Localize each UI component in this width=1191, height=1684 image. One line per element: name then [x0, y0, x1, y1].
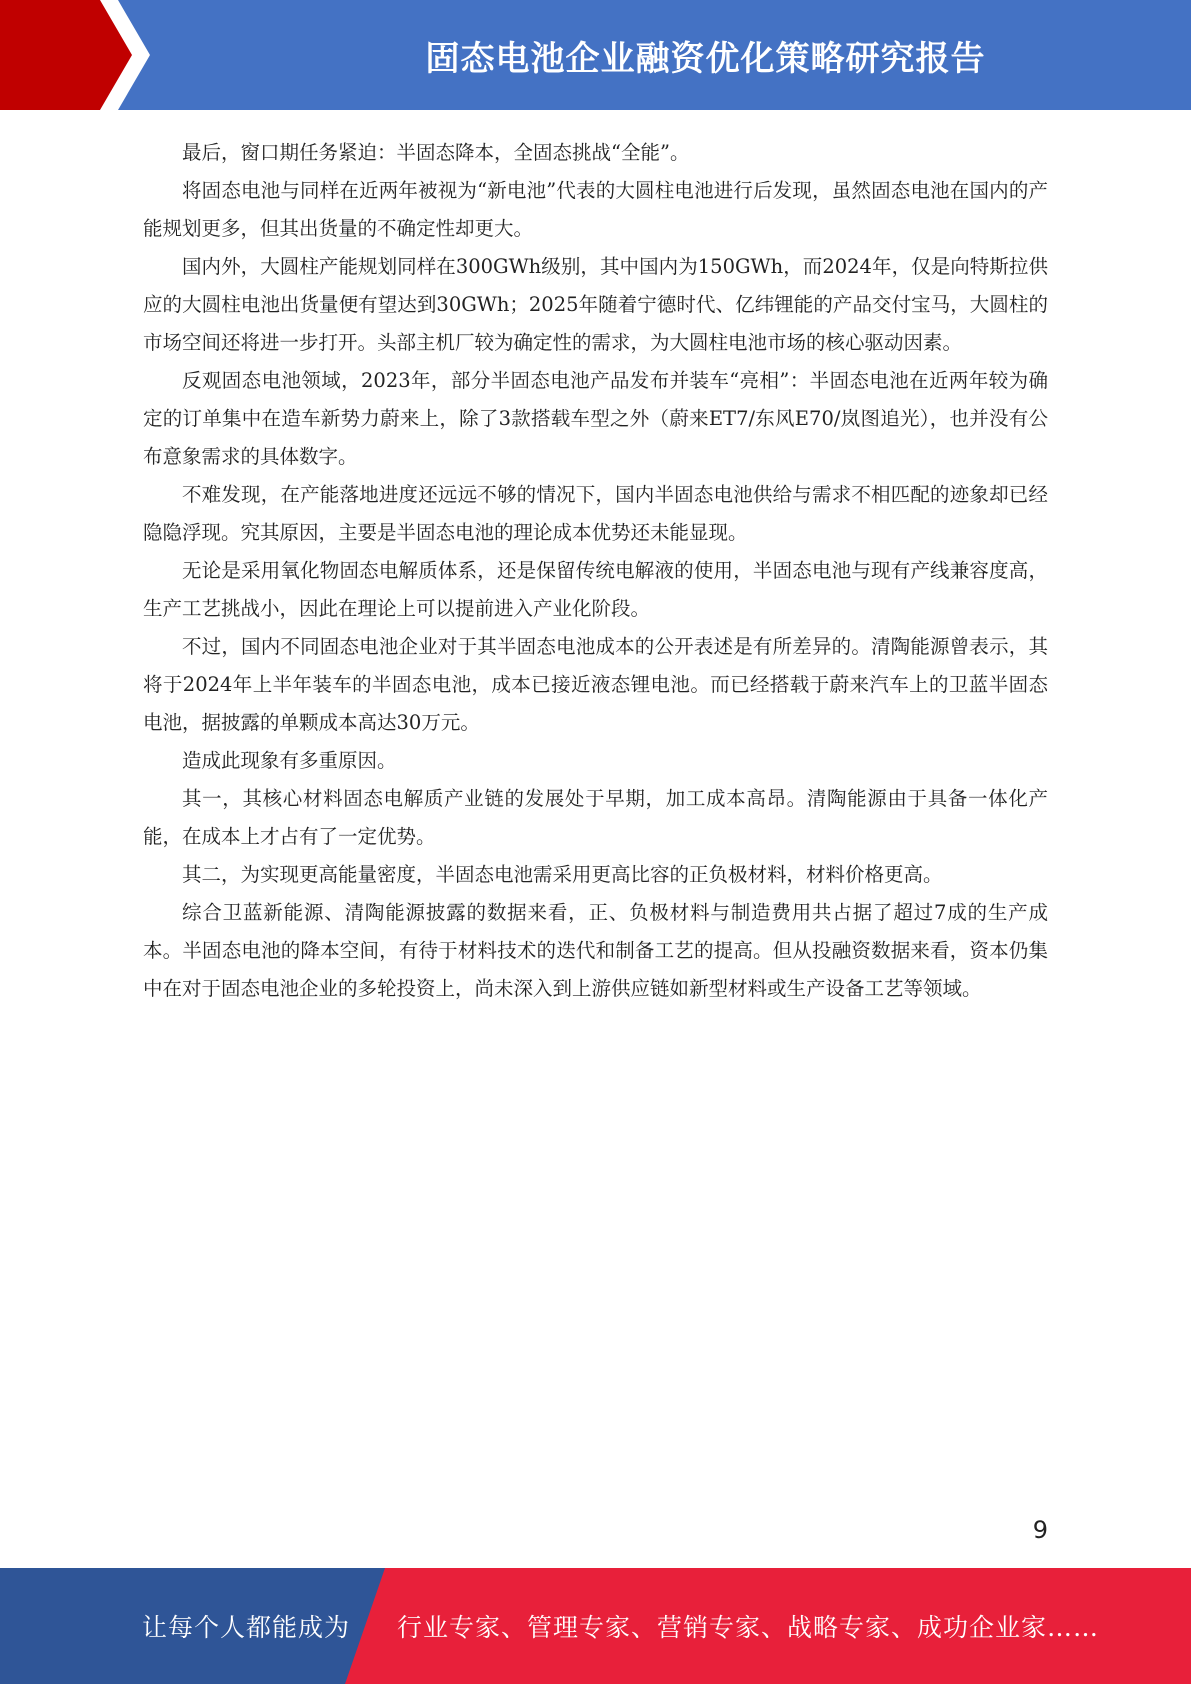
page-number: 9: [1032, 1516, 1048, 1544]
paragraph-10: 其二，为实现更高能量密度，半固态电池需采用更高比容的正负极材料，材料价格更高。: [182, 863, 943, 886]
footer-slogan-left: 让每个人都能成为: [142, 1613, 351, 1642]
paragraph-4: 反观固态电池领域，2023年，部分半固态电池产品发布并装车“亮相”：半固态电池在近两年较为确定的订单集中在造车新势力蔚来上，除了3款搭载车型之外（蔚来ET7/东风E70/岚图追光），也并没有公布意象需求的具体数字。: [143, 369, 1048, 468]
paragraph-2: 将固态电池与同样在近两年被视为“新电池”代表的大圆柱电池进行后发现，虽然固态电池在国内的产能规划更多，但其出货量的不确定性却更大。: [143, 179, 1048, 240]
paragraph-5: 不难发现，在产能落地进度还远远不够的情况下，国内半固态电池供给与需求不相匹配的迹象却已经隐隐浮现。究其原因，主要是半固态电池的理论成本优势还未能显现。: [143, 483, 1048, 544]
paragraph-6: 无论是采用氧化物固态电解质体系，还是保留传统电解液的使用，半固态电池与现有产线兼容度高，生产工艺挑战小，因此在理论上可以提前进入产业化阶段。: [143, 559, 1048, 620]
paragraph-3: 国内外，大圆柱产能规划同样在300GWh级别，其中国内为150GWh，而2024年，仅是向特斯拉供应的大圆柱电池出货量便有望达到30GWh；2025年随着宁德时代、亿纬锂能的产品交付宝马，大圆柱的市场空间还将进一步打开。头部主机厂较为确定性的需求，为大圆柱电池市场的核心驱动因素。: [143, 255, 1048, 354]
report-title: 固态电池企业融资优化策略研究报告: [425, 38, 986, 79]
footer-slogan-right: 行业专家、管理专家、营销专家、战略专家、成功企业家……: [397, 1613, 1100, 1642]
page-header: [0, 0, 1191, 110]
main-content: [143, 134, 1048, 1008]
paragraph-1: 最后，窗口期任务紧迫：半固态降本，全固态挑战“全能”。: [182, 141, 690, 164]
paragraph-8: 造成此现象有多重原因。: [182, 749, 397, 772]
page-footer: [0, 1568, 1191, 1684]
paragraph-9: 其一，其核心材料固态电解质产业链的发展处于早期，加工成本高昂。清陶能源由于具备一体化产能，在成本上才占有了一定优势。: [143, 787, 1048, 848]
paragraph-7: 不过，国内不同固态电池企业对于其半固态电池成本的公开表述是有所差异的。清陶能源曾表示，其将于2024年上半年装车的半固态电池，成本已接近液态锂电池。而已经搭载于蔚来汽车上的卫蓝半固态电池，据披露的单颗成本高达30万元。: [143, 635, 1048, 734]
paragraph-11: 综合卫蓝新能源、清陶能源披露的数据来看，正、负极材料与制造费用共占据了超过7成的生产成本。半固态电池的降本空间，有待于材料技术的迭代和制备工艺的提高。但从投融资数据来看，资本仍集中在对于固态电池企业的多轮投资上，尚未深入到上游供应链如新型材料或生产设备工艺等领域。: [143, 901, 1048, 1000]
